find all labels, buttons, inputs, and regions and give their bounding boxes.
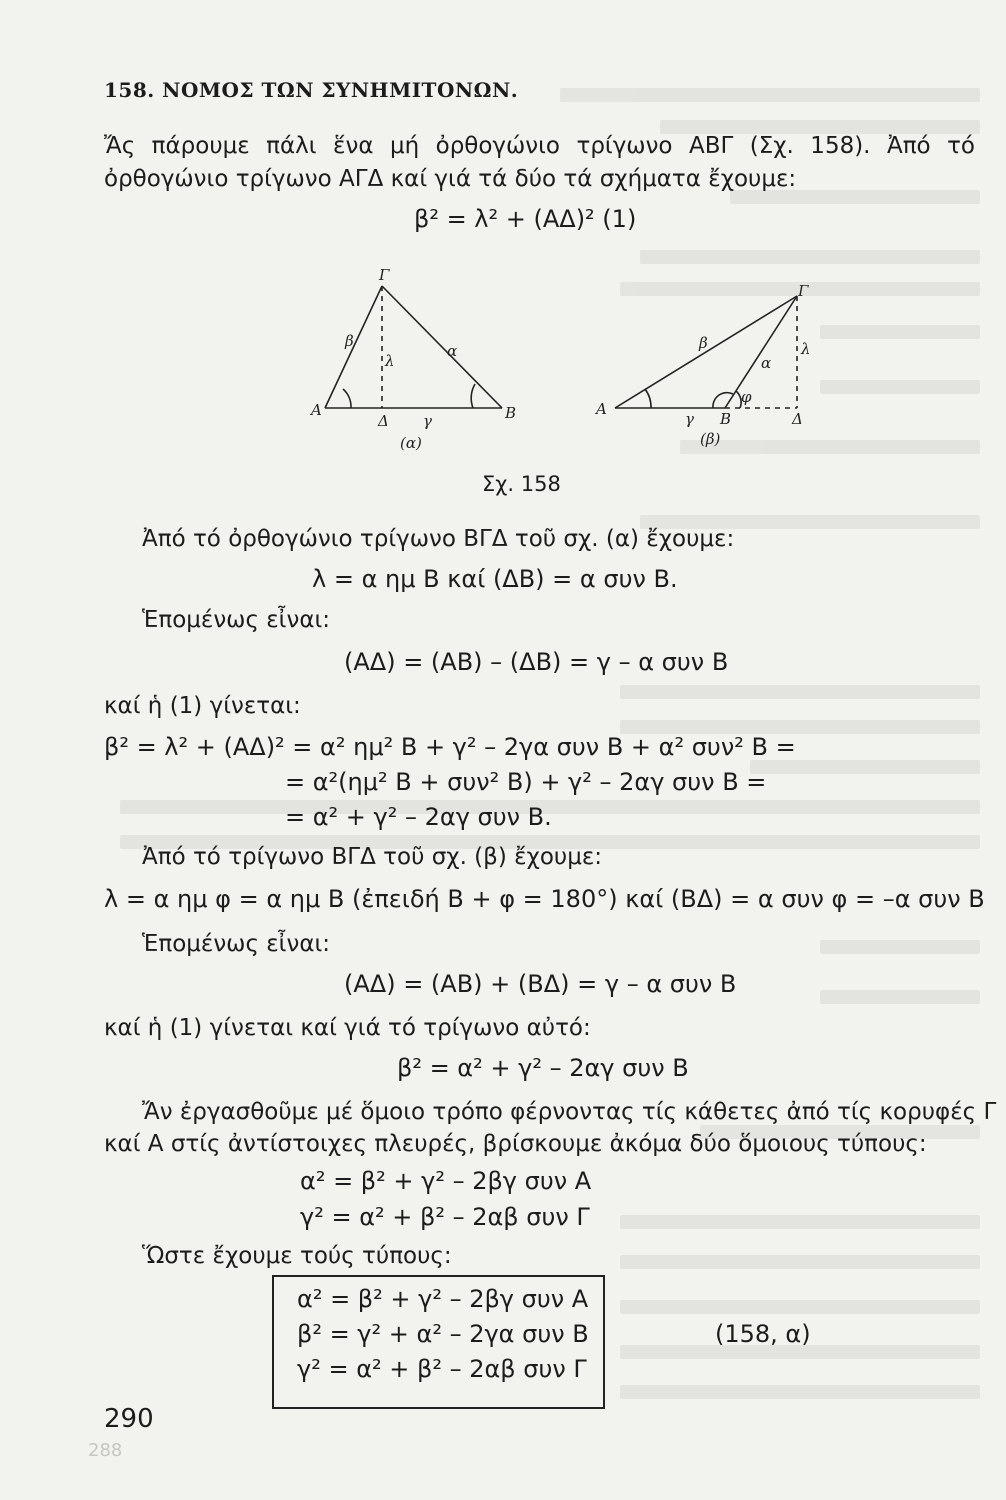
figure-caption: Σχ. 158	[482, 472, 561, 496]
triangle-b	[615, 296, 797, 408]
label-beta-b: β	[699, 334, 708, 352]
page-number: 290	[104, 1404, 154, 1434]
paragraph-2: Ἀπό τό ὀρθογώνιο τρίγωνο ΒΓΔ τοῦ σχ. (α) ἔχουμε:	[142, 526, 735, 552]
figure-label-a: (α)	[400, 434, 422, 452]
label-alpha-a: α	[447, 342, 458, 360]
label-B-a: B	[505, 404, 517, 422]
equation-4c: = α² + γ² – 2αγ συν Β.	[285, 803, 552, 831]
label-lambda-a: λ	[385, 352, 395, 370]
equation-2: λ = α ημ Β καί (ΔΒ) = α συν Β.	[312, 565, 678, 593]
side-alpha-a	[382, 286, 502, 408]
faint-bleed-number: 288	[88, 1440, 123, 1461]
boxed-formula-1: α² = β² + γ² – 2βγ συν Α	[297, 1285, 589, 1313]
intro-line-2: ὀρθογώνιο τρίγωνο ΑΓΔ καί γιά τά δύο τά σχήματα ἔχουμε:	[104, 166, 797, 192]
boxed-formula-3: γ² = α² + β² – 2αβ συν Γ	[297, 1355, 587, 1383]
label-G-b: Γ	[798, 282, 809, 300]
label-lambda-b: λ	[801, 340, 811, 358]
equation-4a: β² = λ² + (ΑΔ)² = α² ημ² Β + γ² – 2γα συν Β + α² συν² Β =	[104, 733, 796, 761]
label-phi-b: φ	[741, 388, 752, 406]
angle-arc-A-b	[645, 389, 651, 408]
label-B-b: B	[720, 410, 732, 428]
figure-label-b: (β)	[700, 430, 721, 448]
side-alpha-b	[725, 296, 797, 408]
hence-1: Ἑπομένως εἶναι:	[142, 607, 331, 633]
intro-line-1: Ἄς πάρουμε πάλι ἕνα μή ὀρθογώνιο τρίγωνο ΑΒΓ (Σχ. 158). Ἀπό τό	[104, 133, 975, 159]
so-we-have: Ὥστε ἔχουμε τούς τύπους:	[142, 1243, 452, 1269]
equation-7: β² = α² + γ² – 2αγ συν Β	[397, 1054, 689, 1082]
angle-arc-B-a	[471, 384, 475, 408]
equation-5: λ = α ημ φ = α ημ Β (ἐπειδή Β + φ = 180°) καί (ΒΔ) = α συν φ = –α συν Β	[104, 885, 985, 913]
becomes-1: καί ἡ (1) γίνεται:	[104, 693, 301, 719]
paragraph-4-line-1: Ἄν ἐργασθοῦμε μέ ὅμοιο τρόπο φέρνοντας τίς κάθετες ἀπό τίς κορυφές Γ	[142, 1099, 997, 1125]
paragraph-3: Ἀπό τό τρίγωνο ΒΓΔ τοῦ σχ. (β) ἔχουμε:	[142, 844, 603, 870]
label-A-a: A	[311, 401, 322, 419]
label-D-b: Δ	[792, 410, 803, 428]
section-heading: 158. ΝΟΜΟΣ ΤΩΝ ΣΥΝΗΜΙΤΟΝΩΝ.	[104, 78, 519, 102]
formula-tag: (158, α)	[715, 1320, 811, 1348]
equation-1: β² = λ² + (ΑΔ)² (1)	[414, 205, 637, 233]
label-A-b: A	[596, 400, 607, 418]
label-D-a: Δ	[378, 412, 389, 430]
equation-9: γ² = α² + β² – 2αβ συν Γ	[300, 1203, 590, 1231]
label-alpha-b: α	[761, 354, 772, 372]
equation-8: α² = β² + γ² – 2βγ συν Α	[300, 1167, 592, 1195]
figure-158	[295, 268, 815, 468]
boxed-formula-2: β² = γ² + α² – 2γα συν Β	[297, 1320, 589, 1348]
label-gamma-b: γ	[685, 410, 694, 428]
label-beta-a: β	[345, 332, 354, 350]
equation-6: (ΑΔ) = (ΑΒ) + (ΒΔ) = γ – α συν Β	[344, 970, 737, 998]
side-beta-b	[615, 296, 797, 408]
angle-arc-A-a	[343, 389, 351, 408]
becomes-2: καί ἡ (1) γίνεται καί γιά τό τρίγωνο αὐτό:	[104, 1015, 591, 1041]
label-gamma-a: γ	[423, 412, 432, 430]
paragraph-4-line-2: καί Α στίς ἀντίστοιχες πλευρές, βρίσκουμε ἀκόμα δύο ὅμοιους τύπους:	[104, 1131, 927, 1157]
label-G-a: Γ	[379, 268, 390, 284]
hence-2: Ἑπομένως εἶναι:	[142, 931, 331, 957]
equation-4b: = α²(ημ² Β + συν² Β) + γ² – 2αγ συν Β =	[285, 768, 767, 796]
equation-3: (ΑΔ) = (ΑΒ) – (ΔΒ) = γ – α συν Β	[344, 648, 729, 676]
